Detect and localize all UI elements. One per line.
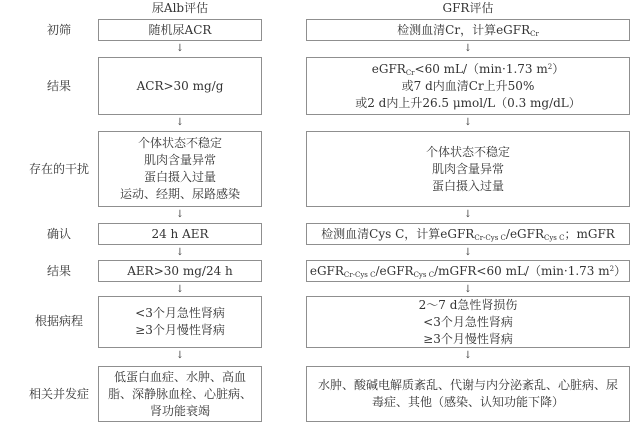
box-alb-course [98,296,262,348]
box-gfr-course [306,296,630,348]
box-gfr-result [306,57,630,115]
row-label-confirm: 确认 [46,227,71,241]
box-line: 肾功能衰竭 [149,403,210,418]
box-line: 运动、经期、尿路感染 [119,187,240,201]
arrow-down-icon: ↓ [175,43,185,54]
box-alb-interference [98,131,262,207]
box-line: eGFR$_{Cr}$<60 mL/（min·1.73 $m^2$） [371,61,565,77]
box-gfr-result-2 [306,260,630,282]
arrow-down-icon: ↓ [175,247,185,258]
arrow-down-icon: ↓ [175,350,185,361]
box-line: 2～7 d急性肾损伤 [418,297,518,312]
arrow-down-icon: ↓ [463,117,473,128]
header-gfr: GFR评估 [442,1,494,15]
box-line: <3个月急性肾病 [135,306,225,320]
box-line: 或2 d内上升26.5 μmol/L（0.3 mg/dL） [355,95,581,110]
arrow-down-icon: ↓ [463,209,473,220]
row-label-result-2: 结果 [46,264,71,278]
row-label-course: 根据病程 [34,314,83,328]
row-label-complications: 相关并发症 [28,387,89,401]
box-gfr-complications [306,366,630,422]
arrow-down-icon: ↓ [463,43,473,54]
arrow-down-icon: ↓ [463,350,473,361]
row-label-interference: 存在的干扰 [28,162,89,176]
arrow-down-icon: ↓ [175,117,185,128]
box-line: 蛋白摄入过量 [143,170,216,184]
box-line: ACR>30 mg/g [136,78,224,93]
box-alb-complications [98,366,262,422]
box-line: 蛋白摄入过量 [431,178,504,193]
box-alb-result-2 [98,260,262,282]
box-alb-confirm [98,223,262,245]
box-alb-screening [98,19,262,41]
box-line: ≥3个月慢性肾病 [423,331,513,346]
box-gfr-screening [306,19,630,41]
arrow-down-icon: ↓ [175,284,185,295]
row-label-result: 结果 [46,79,71,93]
box-alb-result [98,57,262,115]
box-gfr-interference [306,131,630,207]
box-line: 水肿、酸碱电解质紊乱、代谢与内分泌紊乱、心脏病、尿 [317,378,618,392]
row-label-screening: 初筛 [46,23,71,37]
box-gfr-confirm [306,223,630,245]
box-line: <3个月急性肾病 [423,314,513,329]
box-line: ≥3个月慢性肾病 [135,323,225,337]
box-line: 肌肉含量异常 [143,153,216,167]
box-line: eGFR$_{Cr-Cys C}$/eGFR$_{Cys C}$/mGFR<60 mL/（min·1.73 $m^2$） [309,263,627,279]
box-line: 随机尿ACR [148,22,212,37]
box-line: 个体状态不稳定 [137,136,222,150]
box-line: 个体状态不稳定 [425,144,510,159]
box-line: 毒症、其他（感染、认知功能下降） [371,395,564,409]
arrow-down-icon: ↓ [463,284,473,295]
box-line: 低蛋白血症、水肿、高血 [113,369,246,384]
box-line: 检测血清Cys C，计算eGFR$_{Cr-Cys C}$/eGFR$_{Cys C}$；mGFR [321,226,615,242]
box-line: 肌肉含量异常 [431,161,504,176]
box-line: 检测血清Cr，计算eGFR$_{Cr}$ [397,22,539,38]
header-alb: 尿Alb评估 [151,1,209,15]
box-line: 24 h AER [151,226,209,241]
box-line: AER>30 mg/24 h [127,263,233,278]
box-line: 脂、深静脉血栓、心脏病、 [107,386,252,401]
box-line: 或7 d内血清Cr上升50% [401,78,535,93]
arrow-down-icon: ↓ [463,247,473,258]
arrow-down-icon: ↓ [175,209,185,220]
